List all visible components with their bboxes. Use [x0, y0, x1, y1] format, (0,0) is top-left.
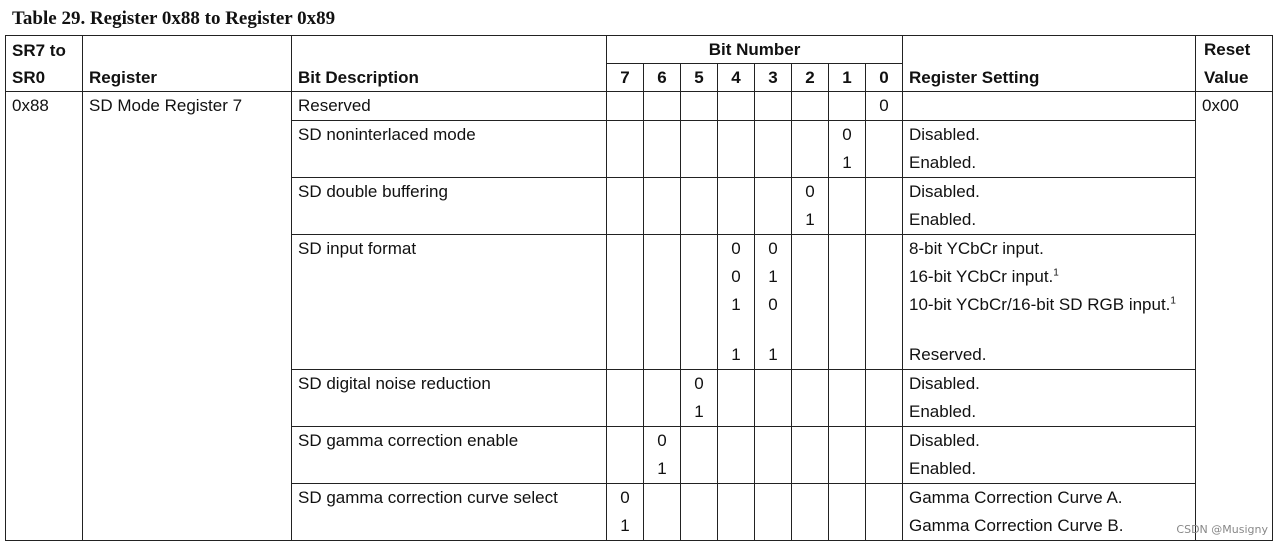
bit-value — [829, 235, 865, 263]
register-name: SD Mode Register 7 — [83, 92, 292, 121]
bit-value — [718, 455, 754, 483]
bit-value — [681, 178, 717, 206]
bit-value — [829, 178, 865, 206]
register-setting-line — [909, 512, 1191, 540]
register-setting-text: Disabled. — [909, 374, 980, 393]
bit-cell-3 — [755, 370, 792, 427]
header-reset: Reset — [1196, 36, 1273, 64]
bit-value: 0 — [879, 96, 889, 115]
table-row — [6, 92, 1273, 121]
bit-value: 1 — [842, 153, 852, 172]
table-row — [6, 427, 1273, 484]
bit-cell-3 — [755, 235, 792, 370]
register-setting — [903, 92, 1196, 121]
bit-value — [755, 121, 791, 149]
bit-cell-6 — [644, 427, 681, 484]
bit-value — [718, 484, 754, 512]
bit-cell-5 — [681, 178, 718, 235]
bit-value — [755, 427, 791, 455]
bit-value: 1 — [657, 459, 667, 478]
bit-cell-0 — [866, 235, 903, 370]
bit-cell-1 — [829, 92, 866, 121]
bit-cell-2 — [792, 121, 829, 178]
register-setting — [903, 370, 1196, 427]
bit-cell-1 — [829, 235, 866, 370]
bit-value — [829, 512, 865, 540]
bit-cell-4 — [718, 427, 755, 484]
bit-value: 0 — [731, 239, 741, 258]
bit-cell-5 — [681, 235, 718, 370]
table-row — [6, 178, 1273, 235]
bit-value — [792, 149, 828, 177]
bit-cell-6 — [644, 92, 681, 121]
bit-value — [607, 370, 643, 398]
bit-value — [607, 341, 643, 369]
bit-description-text: SD gamma correction enable — [298, 431, 519, 450]
register-setting-text: Enabled. — [909, 153, 977, 172]
bit-value — [607, 291, 643, 341]
bit-value — [866, 512, 902, 540]
bit-value — [644, 121, 680, 149]
bit-cell-0 — [866, 427, 903, 484]
footnote-marker: 1 — [1170, 295, 1176, 307]
register-name — [83, 370, 292, 427]
bit-value — [718, 370, 754, 398]
bit-value — [829, 263, 865, 291]
bit-value — [792, 427, 828, 455]
header-bit-1: 1 — [829, 64, 866, 92]
bit-cell-2 — [792, 484, 829, 541]
bit-value — [866, 291, 902, 341]
bit-value — [755, 370, 791, 398]
bit-value — [644, 484, 680, 512]
bit-value — [681, 92, 717, 120]
bit-value — [866, 121, 902, 149]
register-setting-line — [909, 427, 1191, 455]
bit-value — [755, 178, 791, 206]
header-bit-5: 5 — [681, 64, 718, 92]
register-setting-line — [909, 484, 1191, 512]
register-setting-text: Enabled. — [909, 210, 977, 229]
bit-value — [681, 291, 717, 341]
bit-value — [718, 512, 754, 540]
header-bit-0: 0 — [866, 64, 903, 92]
bit-value — [755, 149, 791, 177]
bit-value — [607, 92, 643, 120]
table-row — [6, 121, 1273, 178]
header-register: Register — [83, 64, 292, 92]
register-setting — [903, 484, 1196, 541]
register-setting-text: 8-bit YCbCr input. — [909, 239, 1044, 258]
bit-description — [292, 370, 607, 427]
bit-cell-5 — [681, 92, 718, 121]
bit-value — [644, 206, 680, 234]
bit-value: 0 — [842, 125, 852, 144]
table-row — [6, 235, 1273, 370]
register-setting-line — [909, 455, 1191, 483]
bit-cell-2 — [792, 92, 829, 121]
bit-value: 0 — [805, 182, 815, 201]
register-setting-text: 10-bit YCbCr/16-bit SD RGB input. — [909, 295, 1171, 314]
bit-value: 1 — [620, 516, 630, 535]
bit-value — [644, 398, 680, 426]
bit-value — [681, 512, 717, 540]
bit-cell-7 — [607, 92, 644, 121]
bit-cell-6 — [644, 121, 681, 178]
bit-cell-6 — [644, 484, 681, 541]
bit-value — [718, 398, 754, 426]
register-setting-line — [909, 398, 1191, 426]
bit-value: 1 — [731, 345, 741, 364]
header-bit-4: 4 — [718, 64, 755, 92]
bit-value — [607, 263, 643, 291]
reset-value — [1196, 178, 1273, 235]
reset-value — [1196, 121, 1273, 178]
bit-value — [681, 484, 717, 512]
bit-cell-0 — [866, 370, 903, 427]
register-setting-text: Disabled. — [909, 125, 980, 144]
bit-value — [866, 484, 902, 512]
bit-value — [718, 427, 754, 455]
bit-value — [718, 149, 754, 177]
footnote-marker: 1 — [1053, 267, 1059, 279]
register-setting-line — [909, 341, 1191, 369]
bit-cell-6 — [644, 235, 681, 370]
header-bit-6: 6 — [644, 64, 681, 92]
bit-value — [792, 370, 828, 398]
table-caption: Table 29. Register 0x88 to Register 0x89 — [12, 8, 336, 29]
register-name — [83, 235, 292, 370]
register-setting-text: Disabled. — [909, 182, 980, 201]
bit-cell-4 — [718, 178, 755, 235]
bit-value — [718, 92, 754, 120]
register-address — [6, 235, 83, 370]
header-reset-line2: Value — [1196, 64, 1273, 92]
bit-value — [755, 398, 791, 426]
bit-value — [792, 263, 828, 291]
bit-description — [292, 178, 607, 235]
register-setting-line — [909, 370, 1191, 398]
header-bit-2: 2 — [792, 64, 829, 92]
bit-value: 1 — [694, 402, 704, 421]
bit-value: 1 — [768, 267, 778, 286]
bit-value — [755, 484, 791, 512]
bit-cell-4 — [718, 92, 755, 121]
bit-cell-5 — [681, 484, 718, 541]
bit-value — [866, 206, 902, 234]
bit-value — [829, 341, 865, 369]
bit-cell-4 — [718, 370, 755, 427]
register-address — [6, 178, 83, 235]
bit-value — [644, 263, 680, 291]
bit-value — [607, 121, 643, 149]
bit-value: 1 — [768, 345, 778, 364]
bit-cell-0 — [866, 178, 903, 235]
bit-value: 0 — [768, 239, 778, 258]
reset-value: 0x00 — [1196, 92, 1273, 121]
bit-value: 1 — [805, 210, 815, 229]
header-sr-line2: SR0 — [6, 64, 83, 92]
bit-value — [755, 455, 791, 483]
bit-value — [607, 235, 643, 263]
bit-value — [681, 263, 717, 291]
table-row — [6, 370, 1273, 427]
bit-cell-2 — [792, 370, 829, 427]
bit-value: 1 — [731, 295, 741, 314]
header-bit-number: Bit Number — [607, 36, 903, 64]
header-bit-description-spacer — [292, 36, 607, 64]
bit-value — [829, 455, 865, 483]
register-setting-line — [909, 149, 1191, 177]
bit-value: 0 — [694, 374, 704, 393]
bit-cell-0 — [866, 121, 903, 178]
bit-value — [681, 427, 717, 455]
register-table — [5, 35, 1273, 541]
register-setting-text: Gamma Correction Curve A. — [909, 488, 1123, 507]
register-setting-line — [909, 291, 1191, 341]
bit-value — [866, 455, 902, 483]
register-setting-text: Gamma Correction Curve B. — [909, 516, 1124, 535]
bit-value: 0 — [731, 267, 741, 286]
bit-value — [644, 149, 680, 177]
bit-value — [829, 291, 865, 341]
header-register-setting: Register Setting — [903, 64, 1196, 92]
bit-value — [644, 235, 680, 263]
bit-description-text: SD input format — [298, 239, 417, 258]
bit-value — [829, 206, 865, 234]
bit-cell-1 — [829, 121, 866, 178]
bit-cell-7 — [607, 235, 644, 370]
register-setting-text: Enabled. — [909, 402, 977, 421]
bit-value — [718, 206, 754, 234]
bit-description-text: SD double buffering — [298, 182, 448, 201]
bit-value — [866, 398, 902, 426]
bit-value — [866, 370, 902, 398]
bit-description — [292, 235, 607, 370]
register-name — [83, 178, 292, 235]
bit-cell-1 — [829, 178, 866, 235]
bit-cell-1 — [829, 370, 866, 427]
bit-value — [829, 427, 865, 455]
register-setting — [903, 427, 1196, 484]
bit-value — [644, 178, 680, 206]
bit-value — [866, 341, 902, 369]
bit-value — [718, 178, 754, 206]
bit-value — [792, 512, 828, 540]
register-setting-text: Disabled. — [909, 431, 980, 450]
table-row — [6, 484, 1273, 541]
bit-value — [755, 206, 791, 234]
bit-value — [792, 398, 828, 426]
register-setting-line — [909, 178, 1191, 206]
bit-cell-5 — [681, 427, 718, 484]
bit-cell-2 — [792, 235, 829, 370]
register-address — [6, 121, 83, 178]
bit-value — [792, 341, 828, 369]
bit-value — [681, 341, 717, 369]
bit-value — [607, 455, 643, 483]
bit-cell-7 — [607, 370, 644, 427]
bit-value — [792, 235, 828, 263]
bit-description-text: Reserved — [298, 96, 371, 115]
bit-value — [644, 291, 680, 341]
register-setting-line — [909, 121, 1191, 149]
bit-value: 0 — [620, 488, 630, 507]
bit-cell-5 — [681, 370, 718, 427]
bit-cell-7 — [607, 178, 644, 235]
register-name — [83, 484, 292, 541]
register-address — [6, 484, 83, 541]
register-name — [83, 427, 292, 484]
register-setting — [903, 121, 1196, 178]
bit-value — [792, 92, 828, 120]
bit-value — [866, 149, 902, 177]
register-setting — [903, 235, 1196, 370]
bit-description-text: SD gamma correction curve select — [298, 488, 558, 507]
bit-cell-3 — [755, 484, 792, 541]
bit-value — [681, 121, 717, 149]
bit-value — [866, 178, 902, 206]
bit-value — [681, 235, 717, 263]
bit-cell-3 — [755, 121, 792, 178]
bit-value — [644, 370, 680, 398]
register-address — [6, 370, 83, 427]
bit-value — [644, 512, 680, 540]
register-setting-text: Reserved. — [909, 345, 987, 364]
reset-value — [1196, 427, 1273, 484]
bit-cell-3 — [755, 92, 792, 121]
bit-cell-1 — [829, 427, 866, 484]
header-sr: SR7 to — [6, 36, 83, 64]
bit-cell-6 — [644, 178, 681, 235]
bit-value — [755, 92, 791, 120]
bit-cell-7 — [607, 484, 644, 541]
bit-value — [866, 263, 902, 291]
bit-value — [829, 398, 865, 426]
bit-value — [681, 206, 717, 234]
register-setting-line — [909, 235, 1191, 263]
bit-value — [644, 92, 680, 120]
reset-value — [1196, 235, 1273, 370]
header-bit-7: 7 — [607, 64, 644, 92]
header-register-setting-spacer — [903, 36, 1196, 64]
bit-description-text: SD noninterlaced mode — [298, 125, 476, 144]
bit-value — [792, 291, 828, 341]
bit-value — [866, 235, 902, 263]
register-setting-line — [909, 92, 1191, 120]
bit-value — [792, 121, 828, 149]
bit-cell-2 — [792, 427, 829, 484]
bit-description — [292, 427, 607, 484]
bit-value: 0 — [657, 431, 667, 450]
bit-cell-4 — [718, 121, 755, 178]
bit-value — [866, 427, 902, 455]
bit-cell-5 — [681, 121, 718, 178]
bit-description — [292, 121, 607, 178]
bit-cell-0 — [866, 92, 903, 121]
bit-value: 0 — [768, 295, 778, 314]
bit-value — [607, 206, 643, 234]
bit-value — [829, 484, 865, 512]
bit-value — [718, 121, 754, 149]
watermark: CSDN @Musigny — [1176, 523, 1268, 536]
reset-value — [1196, 370, 1273, 427]
bit-value — [829, 370, 865, 398]
bit-cell-0 — [866, 484, 903, 541]
bit-cell-6 — [644, 370, 681, 427]
bit-cell-2 — [792, 178, 829, 235]
bit-value — [607, 427, 643, 455]
header-register-spacer — [83, 36, 292, 64]
register-name — [83, 121, 292, 178]
bit-cell-3 — [755, 427, 792, 484]
bit-value — [829, 92, 865, 120]
bit-value — [755, 512, 791, 540]
bit-cell-4 — [718, 484, 755, 541]
register-setting — [903, 178, 1196, 235]
bit-value — [644, 341, 680, 369]
register-setting-text: 16-bit YCbCr input. — [909, 267, 1054, 286]
bit-cell-3 — [755, 178, 792, 235]
bit-value — [607, 149, 643, 177]
bit-cell-1 — [829, 484, 866, 541]
bit-description — [292, 92, 607, 121]
register-address — [6, 427, 83, 484]
bit-value — [792, 484, 828, 512]
bit-description-text: SD digital noise reduction — [298, 374, 491, 393]
register-setting-line — [909, 263, 1191, 291]
register-setting-line — [909, 206, 1191, 234]
header-bit-description: Bit Description — [292, 64, 607, 92]
bit-cell-7 — [607, 121, 644, 178]
header-bit-3: 3 — [755, 64, 792, 92]
bit-value — [681, 149, 717, 177]
bit-value — [607, 398, 643, 426]
bit-value — [681, 455, 717, 483]
register-setting-text: Enabled. — [909, 459, 977, 478]
bit-description — [292, 484, 607, 541]
bit-value — [792, 455, 828, 483]
bit-cell-4 — [718, 235, 755, 370]
register-address: 0x88 — [6, 92, 83, 121]
bit-value — [607, 178, 643, 206]
bit-cell-7 — [607, 427, 644, 484]
